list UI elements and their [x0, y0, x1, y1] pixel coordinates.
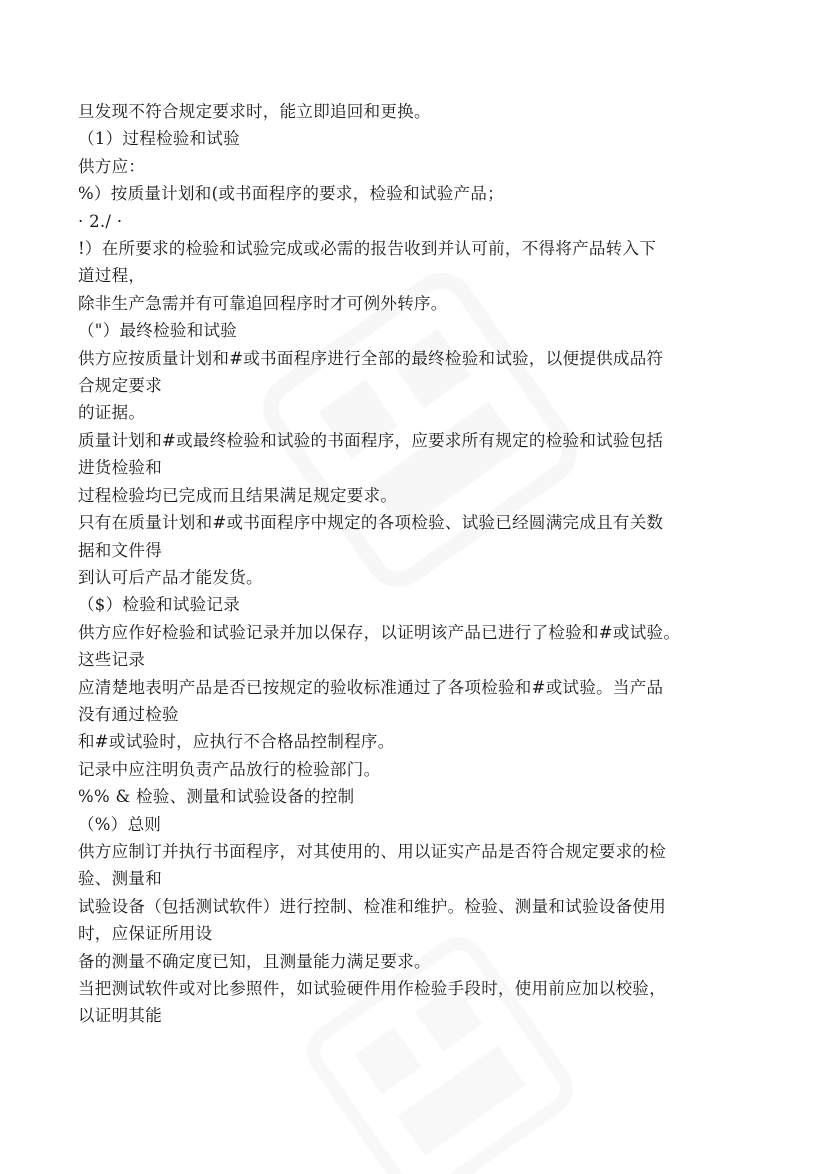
section-heading: （%）总则 [78, 814, 162, 834]
text-line: 供方应作好检验和试验记录并加以保存，以证明该产品已进行了检验和#或试验。 [78, 622, 681, 642]
text-line: %）按质量计划和(或书面程序的要求，检验和试验产品； [78, 184, 504, 204]
text-line: 质量计划和#或最终检验和试验的书面程序，应要求所有规定的检验和试验包括 [78, 430, 664, 450]
text-line: !）在所要求的检验和试验完成或必需的报告收到并认可前，不得将产品转入下 [78, 239, 657, 259]
text-line: 当把测试软件或对比参照件，如试验硬件用作检验手段时，使用前应加以校验， [78, 979, 666, 998]
section-heading: （1）过程检验和试验 [78, 129, 240, 149]
text-line: 验、测量和 [78, 869, 162, 889]
text-line: 只有在质量计划和#或书面程序中规定的各项检验、试验已经圆满完成且有关数 [78, 513, 664, 533]
text-line: 道过程， [78, 266, 146, 286]
text-line: 除非生产急需并有可靠追回程序时才可例外转序。 [78, 293, 448, 313]
text-line: 以证明其能 [78, 1006, 162, 1026]
text-line: 供方应按质量计划和#或书面程序进行全部的最终检验和试验，以便提供成品符 [78, 348, 664, 368]
text-line: · 2./ · [78, 211, 123, 231]
section-heading: %% & 检验、测量和试验设备的控制 [78, 787, 355, 807]
text-line: 没有通过检验 [78, 704, 179, 724]
text-line: 供方应制订并执行书面程序，对其使用的、用以证实产品是否符合规定要求的检 [78, 841, 666, 861]
text-line: 试验设备（包括测试软件）进行控制、检准和维护。检验、测量和试验设备使用 [78, 896, 666, 916]
text-line: 合规定要求 [78, 376, 162, 396]
text-line: 时，应保证所用设 [78, 924, 213, 944]
text-line: 据和文件得 [78, 540, 162, 560]
text-line: 记录中应注明负责产品放行的检验部门。 [78, 759, 381, 779]
text-line: 备的测量不确定度已知，且测量能力满足要求。 [78, 951, 431, 971]
section-heading: （$）检验和试验记录 [78, 595, 240, 615]
text-line: 旦发现不符合规定要求时，能立即追回和更换。 [78, 102, 431, 121]
section-heading: （"）最终检验和试验 [78, 321, 238, 341]
document-body [78, 98, 758, 1030]
text-line: 到认可后产品才能发货。 [78, 567, 263, 587]
text-line: 进货检验和 [78, 458, 162, 478]
text-line: 过程检验均已完成而且结果满足规定要求。 [78, 485, 398, 505]
text-line: 供方应： [78, 156, 146, 176]
text-line: 的证据。 [78, 403, 146, 423]
text-line: 和#或试验时，应执行不合格品控制程序。 [78, 732, 395, 752]
text-line: 这些记录 [78, 650, 146, 670]
text-line: 应清楚地表明产品是否已按规定的验收标准通过了各项检验和#或试验。当产品 [78, 677, 664, 697]
